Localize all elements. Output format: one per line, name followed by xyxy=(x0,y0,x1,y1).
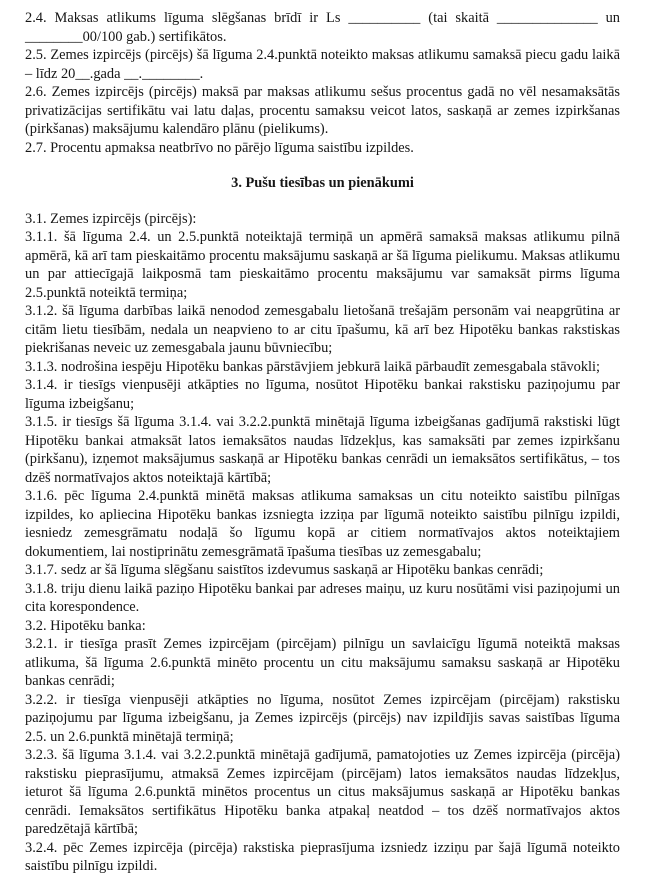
clause-3-1-8: 3.1.8. triju dienu laikā paziņo Hipotēku bankai par adreses maiņu, uz kuru nosūtāmi visi paziņojumi un cita korespondence. xyxy=(25,580,620,615)
clause-3-2-2: 3.2.2. ir tiesīga vienpusēji atkāpties no līguma, nosūtot Zemes izpircējam (pircējam) rakstisku paziņojumu par līguma izbeigšanu, ja Zemes izpircējs (pircējs) nav izpildījis savas saistības līguma 2.5. un 2.6.punktā minētajā termiņā; xyxy=(25,691,620,745)
clause-3-2-1: 3.2.1. ir tiesīga prasīt Zemes izpircējam (pircējam) pilnīgu un savlaicīgu līgumā noteiktā maksas atlikuma, šā līguma 2.6.punktā minēto procentu un citu maksājumu samaksu saskaņā ar Hipotēku bankas cenrādi; xyxy=(25,636,620,689)
clause-3-1-7: 3.1.7. sedz ar šā līguma slēgšanu saistītos izdevumus saskaņā ar Hipotēku bankas cenrādi; xyxy=(25,562,544,578)
clause-2-5: 2.5. Zemes izpircējs (pircējs) šā līguma 2.4.punktā noteikto maksas atlikumu samaksā piecu gadu laikā – līdz 20__.gada __.________. xyxy=(25,47,620,82)
clause-3-1-4: 3.1.4. ir tiesīgs vienpusēji atkāpties no līguma, nosūtot Hipotēku bankai rakstisku paziņojumu par līguma izbeigšanu; xyxy=(25,377,620,412)
clause-2-4: 2.4. Maksas atlikums līguma slēgšanas brīdī ir Ls __________ (tai skaitā ______________ un ________00/100 gab.) sertifikātos. xyxy=(25,10,620,45)
clause-3-2-4: 3.2.4. pēc Zemes izpircēja (pircēja) rakstiska pieprasījuma izsniedz izziņu par šajā līgumā noteikto saistību pilnīgu izpildi. xyxy=(25,839,620,874)
clause-3-1-1: 3.1.1. šā līguma 2.4. un 2.5.punktā noteiktajā termiņā un apmērā samaksā maksas atlikumu pilnā apmērā, kā arī tam pieskaitāmo procentu maksājumu saskaņā ar šā līguma pielikumu. Maksas atlikumu un par attiecīgajā laikposmā tam pieskaitāmo procentu maksājumu var samaksāt pirms līguma 2.5.punktā noteiktā termiņa; xyxy=(25,229,620,301)
clause-2-6: 2.6. Zemes izpircējs (pircējs) maksā par maksas atlikumu sešus procentus gadā no vēl nesamaksātās privatizācijas sertifikātu vai latu daļas, procentu samaksu veicot latos, saskaņā ar zemes izpirkšanas (pirkšanas) maksājumu kalendāro plānu (pielikums). xyxy=(25,84,620,137)
clause-3-1: 3.1. Zemes izpircējs (pircējs): xyxy=(25,210,197,227)
section-3-heading: 3. Pušu tiesības un pienākumi xyxy=(231,175,414,191)
clause-2-7: 2.7. Procentu apmaksa neatbrīvo no pārējo līguma saistību izpildes. xyxy=(25,139,414,156)
clause-3-1-5: 3.1.5. ir tiesīgs šā līguma 3.1.4. vai 3.2.2.punktā minētajā līguma izbeigšanas gadījumā rakstiski lūgt Hipotēku bankai atmaksāt latos iemaksātos naudas līdzekļus, kas samaksāti par zemes izpirkšanu (pirkšanu), izņemot maksājumus saskaņā ar Hipotēku bankas cenrādi un iemaksātos sertifikātus, – tos dzēš normatīvajos aktos noteiktajā kārtībā; xyxy=(25,414,620,486)
clause-3-2: 3.2. Hipotēku banka: xyxy=(25,617,146,634)
clause-3-2-3: 3.2.3. šā līguma 3.1.4. vai 3.2.2.punktā minētajā gadījumā, pamatojoties uz Zemes izpircēja (pircēja) rakstisku pieprasījumu, atmaksā Zemes izpircējam (pircējam) latos iemaksātos naudas līdzekļus, ieturot šā līguma 2.6.punktā minētos procentus un citus maksājumus saskaņā ar Hipotēku bankas cenrādi. Iemaksātos sertifikātus Hipotēku banka atpakaļ neatdod – tos dzēš normatīvajos aktos paredzētajā kārtībā; xyxy=(25,747,620,837)
clause-3-1-3: 3.1.3. nodrošina iespēju Hipotēku bankas pārstāvjiem jebkurā laikā pārbaudīt zemesgabala stāvokli; xyxy=(25,358,601,375)
clause-3-1-6: 3.1.6. pēc līguma 2.4.punktā minētā maksas atlikuma samaksas un citu noteikto saistību pilnīgas izpildes, ko apliecina Hipotēku bankas izsniegta izziņa par līgumā noteikto saistību pilnīgu izpildi, iesniedz zemesgrāmatu nodaļā šo līgumu kopā ar citiem normatīvajos aktos noteiktajiem dokumentiem, lai nostiprinātu zemesgrāmatā īpašuma tiesības uz zemesgabalu; xyxy=(25,488,620,560)
clause-3-1-2: 3.1.2. šā līguma darbības laikā nenodod zemesgabalu lietošanā trešajām personām vai neapgrūtina ar citām lietu tiesībām, nedala un neapvieno to ar citu īpašumu, kā arī bez Hipotēku bankas rakstiskas piekrišanas neveic uz zemesgabala jaunu būvniecību; xyxy=(25,303,620,356)
